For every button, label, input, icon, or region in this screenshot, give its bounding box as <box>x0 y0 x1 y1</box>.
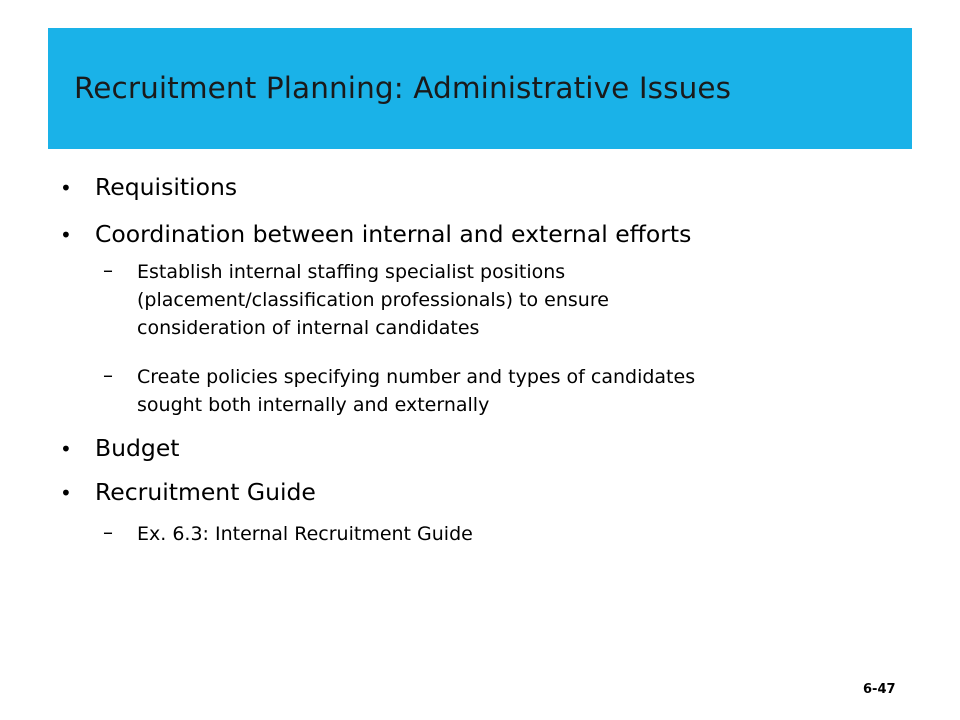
sub-bullet-guide: Ex. 6.3: Internal Recruitment Guide <box>137 523 473 545</box>
bullet-recruitment-guide: Recruitment Guide <box>95 478 316 506</box>
dash-glyph: – <box>103 363 113 387</box>
bullet-glyph: • <box>60 223 72 247</box>
bullet-glyph: • <box>60 481 72 505</box>
bullet-coordination: Coordination between internal and external efforts <box>95 220 692 248</box>
dash-glyph: – <box>103 258 113 282</box>
dash-glyph: – <box>103 520 113 544</box>
sub-bullet-policies-line1: Create policies specifying number and types of candidates <box>137 366 696 388</box>
sub-bullet-establish-line1: Establish internal staffing specialist positions <box>137 261 566 283</box>
page-number: 6-47 <box>863 682 896 697</box>
bullet-budget: Budget <box>95 434 180 462</box>
slide-title: Recruitment Planning: Administrative Issues <box>74 71 732 105</box>
sub-bullet-establish-line3: consideration of internal candidates <box>137 317 480 339</box>
sub-bullet-policies-line2: sought both internally and externally <box>137 394 490 416</box>
bullet-glyph: • <box>60 437 72 461</box>
sub-bullet-establish-line2: (placement/classification professionals) to ensure <box>137 289 609 311</box>
bullet-requisitions: Requisitions <box>95 173 238 201</box>
bullet-glyph: • <box>60 176 72 200</box>
